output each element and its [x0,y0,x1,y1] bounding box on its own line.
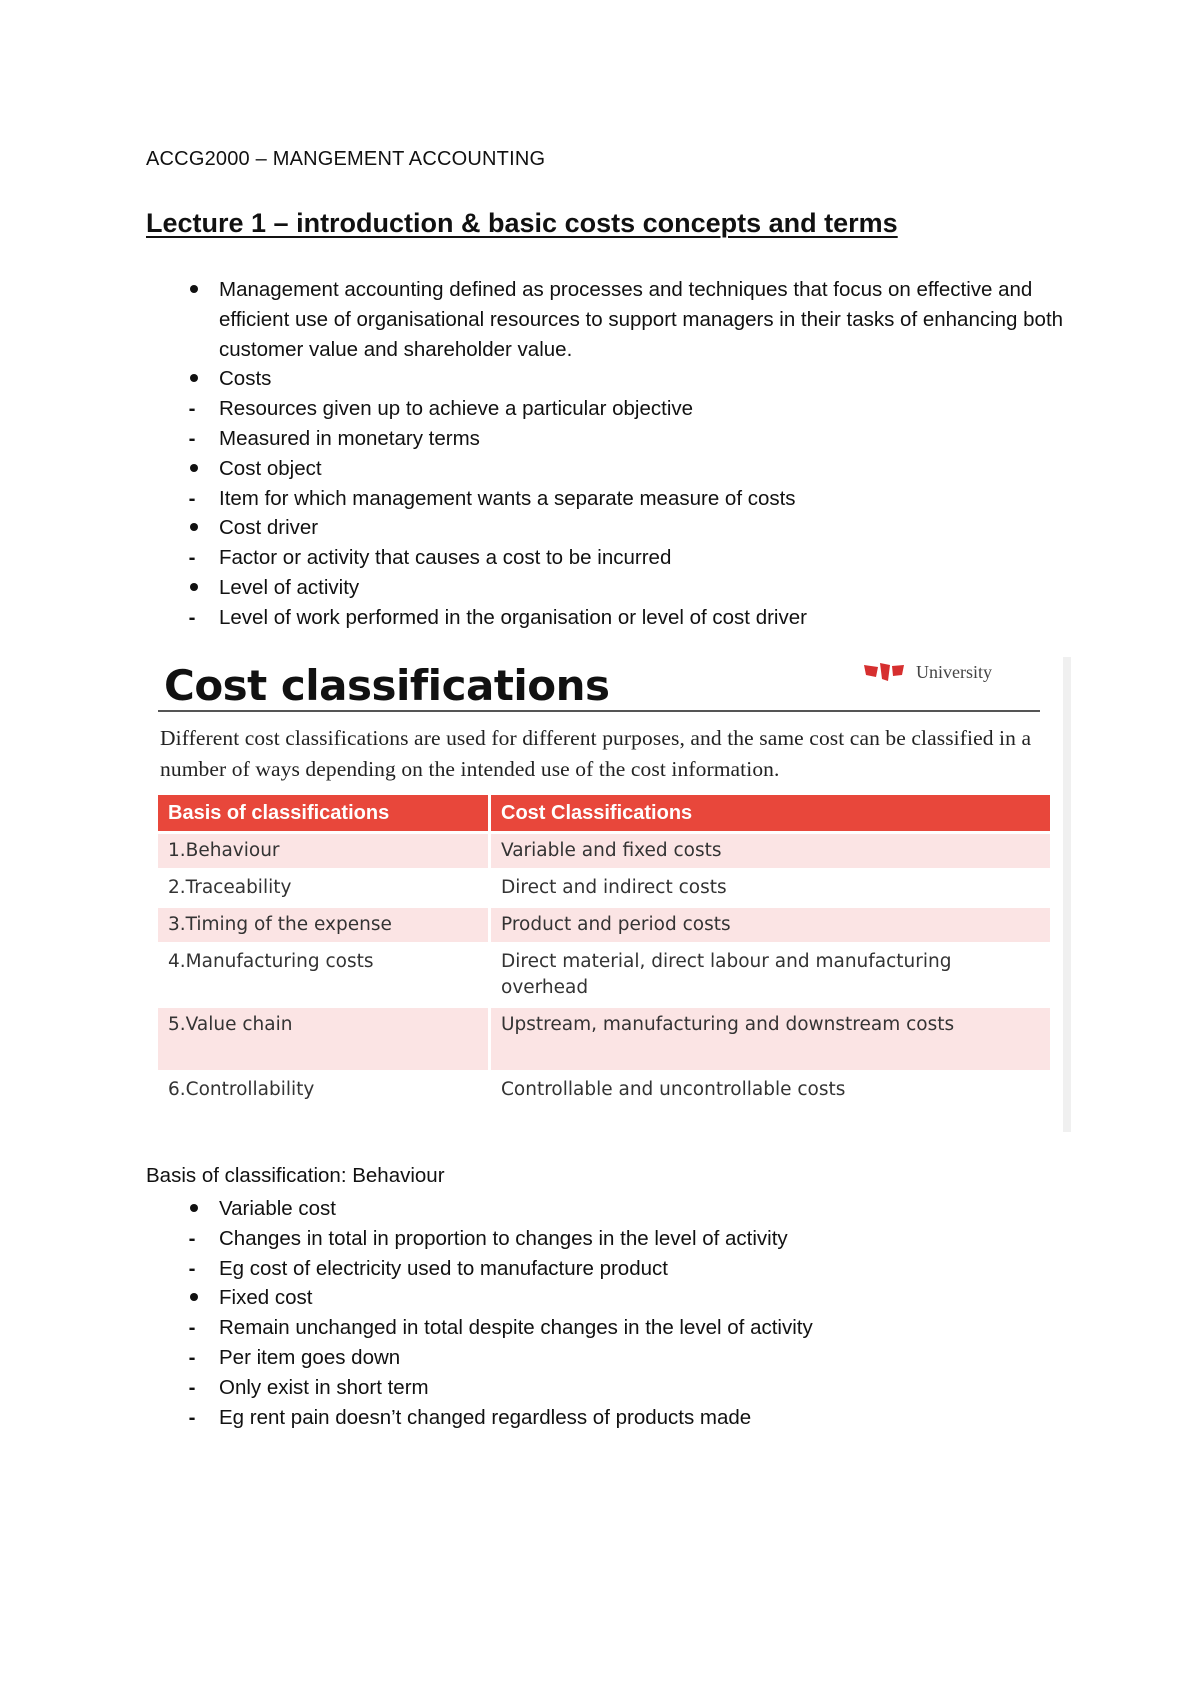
classification-cell: Upstream, manufacturing and downstream costs [491,1008,1050,1070]
basis-cell: 6.Controllability [158,1073,491,1107]
table-row [158,1073,1050,1107]
list-item: - Level of work performed in the organisation or level of cost driver [146,603,1086,633]
university-logo-text: University [916,661,992,682]
dash-icon [182,1403,202,1433]
list-item: - Resources given up to achieve a particular objective [146,394,1086,424]
dash-icon [182,603,202,633]
list-item: Variable cost [146,1194,1086,1224]
basis-cell: 4.Manufacturing costs [158,945,491,1005]
dash-icon [182,424,202,454]
list-item: Cost driver [146,513,1086,543]
slide-intro-text: Different cost classifications are used for different purposes, and the same cost can be classified in a number of ways depending on the intended use of the cost information. [160,726,1032,781]
bullet-icon [184,1283,204,1313]
cost-classifications-slide [146,657,1071,1132]
course-title: ACCG2000 – MANGEMENT ACCOUNTING [146,148,546,170]
list-item: - Only exist in short term [146,1373,1086,1403]
dash-icon [182,1224,202,1254]
table-row [158,908,1050,942]
column-header-classification: Cost Classifications [491,795,1050,831]
table-row [158,871,1050,905]
dash-icon [182,1254,202,1284]
bullet-icon [184,513,204,543]
list-item: - Measured in monetary terms [146,424,1086,454]
university-logo [862,657,992,687]
list-item: - Changes in total in proportion to changes in the level of activity [146,1224,1086,1254]
list-item: Costs [146,364,1086,394]
list-item: Cost object [146,454,1086,484]
list-item: - Eg cost of electricity used to manufacture product [146,1254,1086,1284]
list-item: - Eg rent pain doesn’t changed regardless of products made [146,1403,1086,1433]
bullet-icon [184,573,204,603]
column-header-basis: Basis of classifications [158,795,491,831]
basis-heading: Basis of classification: Behaviour [146,1164,445,1187]
basis-cell: 3.Timing of the expense [158,908,491,942]
dash-icon [182,484,202,514]
cost-classification-table [158,792,1050,1110]
list-item: - Per item goes down [146,1343,1086,1373]
list-item: Level of activity [146,573,1086,603]
bullet-icon [184,454,204,484]
list-item: - Remain unchanged in total despite changes in the level of activity [146,1313,1086,1343]
classification-cell: Product and period costs [491,908,1050,942]
classification-cell: Controllable and uncontrollable costs [491,1073,1050,1107]
notes-list-intro [146,275,1086,633]
slide-divider [158,710,1040,712]
slide-title: Cost classifications [164,661,610,710]
list-item: - Item for which management wants a separate measure of costs [146,484,1086,514]
bullet-icon [184,275,204,305]
list-item: - Factor or activity that causes a cost to be incurred [146,543,1086,573]
table-row [158,1008,1050,1070]
dash-icon [182,394,202,424]
basis-cell: 2.Traceability [158,871,491,905]
lecture-title: Lecture 1 – introduction & basic costs concepts and terms [146,208,898,238]
table-row [158,834,1050,868]
dash-icon [182,1373,202,1403]
classification-cell: Variable and fixed costs [491,834,1050,868]
bullet-icon [184,1194,204,1224]
list-item: Fixed cost [146,1283,1086,1313]
basis-cell: 1.Behaviour [158,834,491,868]
table-header-row [158,795,1050,831]
classification-cell: Direct material, direct labour and manufacturing overhead [491,945,1050,1005]
university-logo-icon [862,661,906,683]
dash-icon [182,1313,202,1343]
dash-icon [182,543,202,573]
classification-cell: Direct and indirect costs [491,871,1050,905]
basis-cell: 5.Value chain [158,1008,491,1070]
table-row [158,945,1050,1005]
dash-icon [182,1343,202,1373]
list-item: Management accounting defined as processes and techniques that focus on effective and efficient use of organisational resources to support managers in their tasks of enhancing both customer value and shareholder value. [146,275,1086,364]
notes-list-behaviour [146,1194,1086,1432]
bullet-icon [184,364,204,394]
